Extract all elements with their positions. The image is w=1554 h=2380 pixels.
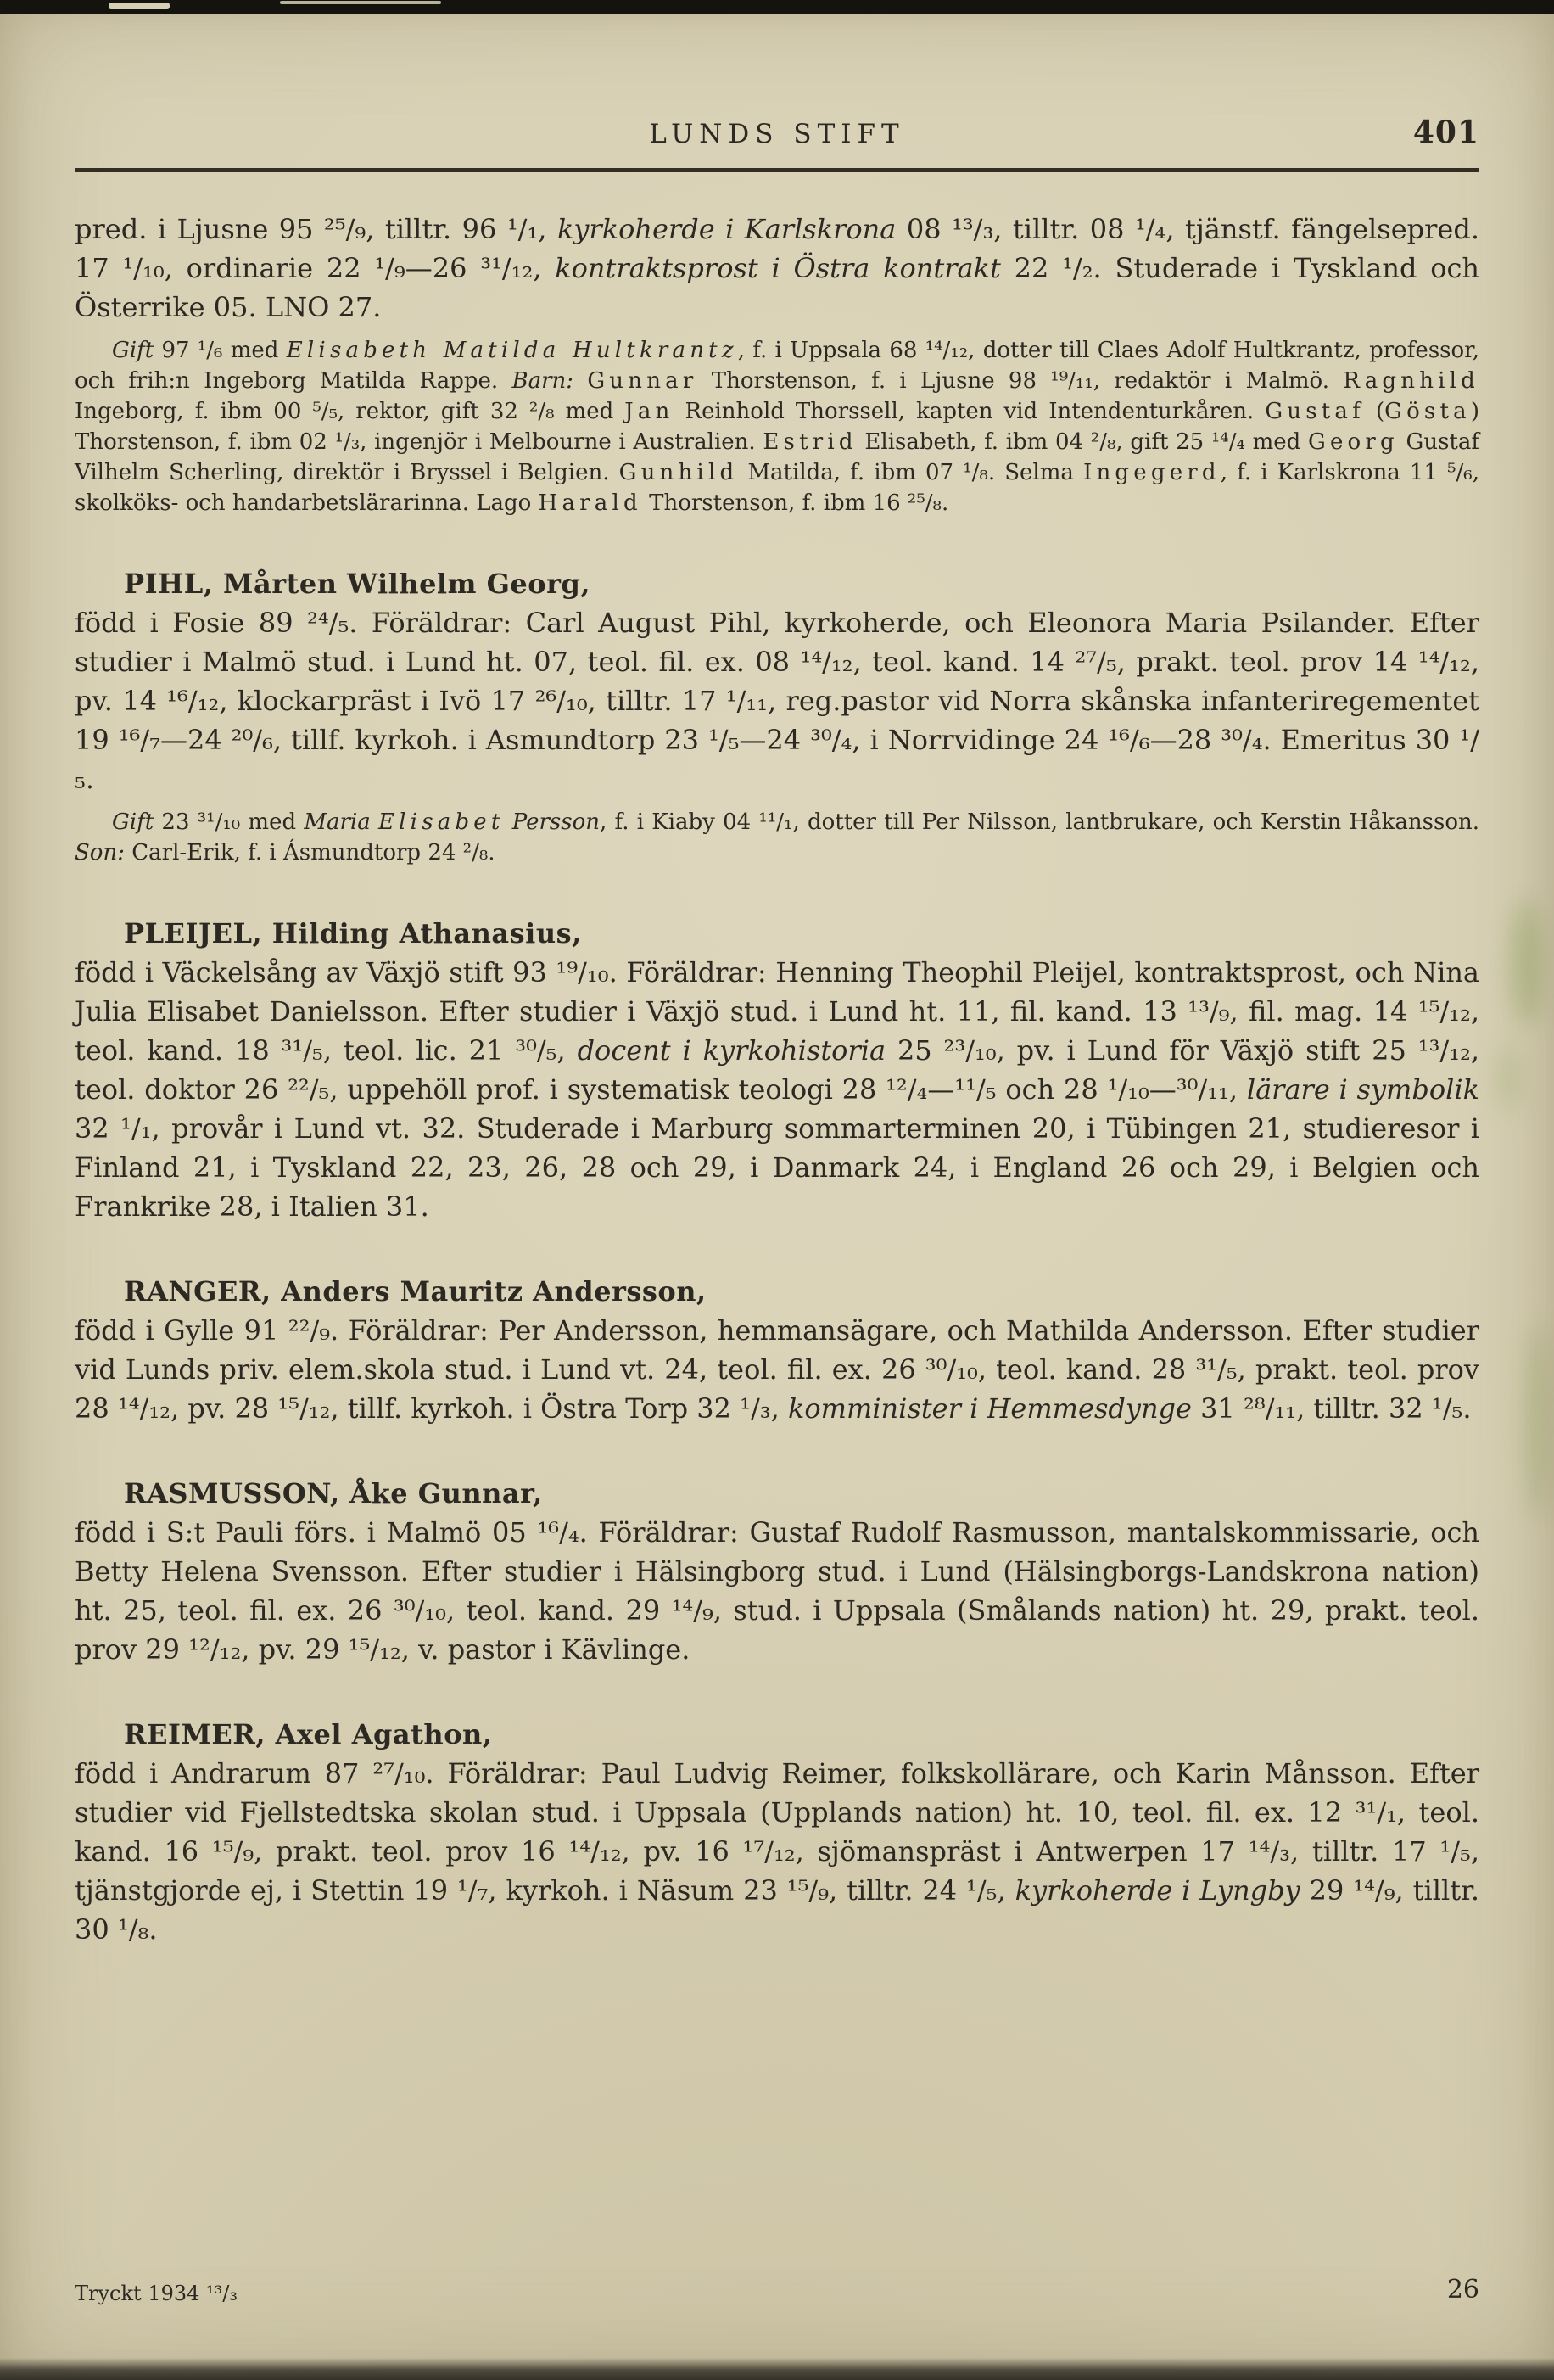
text-run: 97 ¹/₆ med <box>154 338 287 363</box>
text-run: kontraktsprost i Östra kontrakt <box>555 252 1001 284</box>
text-run: docent i kyrkohistoria <box>577 1034 886 1067</box>
text-run: Gunnar <box>587 368 698 394</box>
entry-heading: RANGER, Anders Mauritz Andersson, <box>124 1275 707 1308</box>
text-run: 08 ¹³/₃, tilltr. 08 ¹/₄, tjänstf. fängelsepred. 17 ¹/₁₀, ordinarie 22 ¹/₉—26 ³¹/₁₂, <box>75 213 1480 284</box>
text-run: Maria <box>304 809 378 835</box>
entry-pihl <box>75 564 1479 868</box>
text-run: 31 ²⁸/₁₁, tilltr. 32 ¹/₅. <box>1191 1392 1472 1425</box>
running-title: LUNDS STIFT <box>649 119 905 149</box>
entry-family <box>75 807 1479 868</box>
text-run: Harald <box>538 490 642 516</box>
entries-section <box>75 210 1479 1949</box>
entry-reimer <box>75 1715 1479 1949</box>
text-run: Elisabet <box>377 809 505 835</box>
text-run: Son: <box>75 840 125 865</box>
text-run: komminister i Hemmesdynge <box>787 1392 1192 1425</box>
text-run: 29 ¹⁴/₉, tilltr. 30 ¹/₈. <box>75 1874 1480 1946</box>
text-run <box>573 368 587 394</box>
scan-edge-bottom <box>0 2358 1554 2380</box>
text-run: ( <box>1364 399 1385 424</box>
page-footer <box>75 2275 1479 2305</box>
text-run: Elisabeth, f. ibm 04 ²/₈, gift 25 ¹⁴/₄ med <box>857 429 1308 455</box>
page-number: 401 <box>1412 115 1479 150</box>
signature-number: 26 <box>1446 2275 1479 2304</box>
entry-heading: RASMUSSON, Åke Gunnar, <box>124 1477 543 1509</box>
text-run: ) Thorstenson, f. ibm 02 ¹/₃, ingenjör i Melbourne i Australien. <box>75 399 1479 455</box>
text-run: Gösta <box>1384 399 1471 424</box>
print-note: Tryckt 1934 ¹³/₃ <box>75 2282 238 2305</box>
text-run: född i Väckelsång av Växjö stift 93 ¹⁹/₁₀. Föräldrar: Henning Theophil Pleijel, kontraktsprost, och Nina Julia Elisabet Danielsson. Efter studier i Växjö stud. i Lund ht. 11, fil. kand. 13 ¹³/₉, fil. mag. 14 ¹⁵/₁₂, teol. kand. 18 ³¹/₅, teol. lic. 21 ³⁰/₅, <box>75 956 1479 1067</box>
entry-body <box>75 1513 1479 1669</box>
text-run: född i Gylle 91 ²²/₉. Föräldrar: Per Andersson, hemmansägare, och Mathilda Andersson. Efter studier vid Lunds priv. elem.skola stud. i Lund vt. 24, teol. fil. ex. 26 ³⁰/₁₀, teol. kand. 28 ³¹/₅, prakt. teol. prov 28 ¹⁴/₁₂, pv. 28 ¹⁵/₁₂, tillf. kyrkoh. i Östra Torp 32 ¹/₃, <box>75 1314 1479 1425</box>
text-run: Carl-Erik, f. i Ásmundtorp 24 ²/₈. <box>124 840 495 865</box>
text-run: Gustaf <box>1265 399 1365 424</box>
entry-body <box>75 953 1479 1226</box>
running-head <box>75 115 1479 158</box>
text-run: född i Fosie 89 ²⁴/₅. Föräldrar: Carl August Pihl, kyrkoherde, och Eleonora Maria Psilander. Efter studier i Malmö stud. i Lund ht. 07, teol. fil. ex. 08 ¹⁴/₁₂, teol. kand. 14 ²⁷/₅, prakt. teol. prov 14 ¹⁴/₁₂, pv. 14 ¹⁶/₁₂, klockarpräst i Ivö 17 ²⁶/₁₀, tilltr. 17 ¹/₁₁, reg.pastor vid Norra skånska infanteriregementet 19 ¹⁶/₇—24 ²⁰/₆, tillf. kyrkoh. i Asmundtorp 23 ¹/₅—24 ³⁰/₄, i Norrvidinge 24 ¹⁶/₆—28 ³⁰/₄. Emeritus 30 ¹/₅. <box>75 607 1479 795</box>
entry-body <box>75 603 1479 798</box>
scan-artifact <box>109 3 170 9</box>
scan-artifact <box>280 1 441 4</box>
text-run: Ragnhild <box>1343 368 1480 394</box>
text-run: , f. i Karlskrona 11 ⁵/₆, skolköks- och handarbetslärarinna. Lago <box>75 460 1479 516</box>
entry-body <box>75 1311 1479 1428</box>
entry-ranger <box>75 1272 1479 1428</box>
text-run: lärare i symbolik <box>1246 1073 1480 1106</box>
text-run: 23 ³¹/₁₀ med <box>154 809 305 835</box>
text-run: Elisabeth Matilda Hultkrantz <box>286 338 738 363</box>
text-run: Reinhold Thorssell, kapten vid Intendenturkåren. <box>674 399 1266 424</box>
text-run: 22 ¹/₂. Studerade i Tyskland och Österrike 05. LNO 27. <box>75 252 1480 323</box>
text-run: Ingeborg, f. ibm 00 ⁵/₅, rektor, gift 32 ²/₈ med <box>75 399 625 424</box>
text-run: Matilda, f. ibm 07 ¹/₈. Selma <box>738 460 1084 485</box>
text-run: född i Andrarum 87 ²⁷/₁₀. Föräldrar: Paul Ludvig Reimer, folkskollärare, och Karin Månsson. Efter studier vid Fjellstedtska skolan stud. i Uppsala (Upplands nation) ht. 10, teol. fil. ex. 12 ³¹/₁, teol. kand. 16 ¹⁵/₉, prakt. teol. prov 16 ¹⁴/₁₂, pv. 16 ¹⁷/₁₂, sjömanspräst i Antwerpen 17 ¹⁴/₃, tilltr. 17 ¹/₅, tjänstgjorde ej, i Stettin 19 ¹/₇, kyrkoh. i Näsum 23 ¹⁵/₉, tilltr. 24 ¹/₅, <box>75 1757 1479 1907</box>
text-run: Gift <box>112 809 154 835</box>
text-run: Persson <box>504 809 601 835</box>
text-run: pred. i Ljusne 95 ²⁵/₉, tilltr. 96 ¹/₁, <box>75 213 557 245</box>
text-run: Jan <box>624 399 674 424</box>
text-run: Ingegerd <box>1083 460 1221 485</box>
entry-continued <box>75 210 1479 518</box>
text-run: 32 ¹/₁, provår i Lund vt. 32. Studerade i Marburg sommarterminen 20, i Tübingen 21, studieresor i Finland 21, i Tyskland 22, 23, 26, 28 och 29, i Danmark 24, i England 26 och 29, i Belgien och Frankrike 28, i Italien 31. <box>75 1112 1479 1223</box>
header-rule <box>75 168 1479 172</box>
entry-family <box>75 335 1479 518</box>
text-run: kyrkoherde i Lyngby <box>1015 1874 1300 1907</box>
text-run: 25 ²³/₁₀, pv. i Lund för Växjö stift 25 ¹³/₁₂, teol. doktor 26 ²²/₅, uppehöll prof. i systematisk teologi 28 ¹²/₄—¹¹/₅ och 28 ¹/₁₀—³⁰/₁₁, <box>75 1034 1480 1106</box>
text-run: Gustaf Vilhelm Scherling, direktör i Bryssel i Belgien. <box>75 429 1479 485</box>
entry-heading: PIHL, Mårten Wilhelm Georg, <box>124 568 590 600</box>
entry-heading: REIMER, Axel Agathon, <box>124 1718 493 1750</box>
text-run: Gift <box>112 338 154 363</box>
text-run: Thorstenson, f. ibm 16 ²⁵/₈. <box>641 490 949 516</box>
text-run: Georg <box>1307 429 1399 455</box>
text-run: Barn: <box>511 368 574 394</box>
text-run: , f. i Kiaby 04 ¹¹/₁, dotter till Per Nilsson, lantbrukare, och Kerstin Håkansson. <box>600 809 1480 835</box>
text-run: född i S:t Pauli förs. i Malmö 05 ¹⁶/₄. Föräldrar: Gustaf Rudolf Rasmusson, mantalskommissarie, och Betty Helena Svensson. Efter studier i Hälsingborg stud. i Lund (Hälsingborgs-Landskrona nation) ht. 25, teol. fil. ex. 26 ³⁰/₁₀, teol. kand. 29 ¹⁴/₉, stud. i Uppsala (Smålands nation) ht. 29, prakt. teol. prov 29 ¹²/₁₂, pv. 29 ¹⁵/₁₂, v. pastor i Kävlinge. <box>75 1516 1479 1666</box>
text-run: Thorstenson, f. i Ljusne 98 ¹⁹/₁₁, redaktör i Malmö. <box>697 368 1344 394</box>
entry-pleijel <box>75 914 1479 1226</box>
entry-body <box>75 210 1479 327</box>
text-run: , f. i Uppsala 68 ¹⁴/₁₂, dotter till Claes Adolf Hultkrantz, professor, och frih:n Ingeborg Matilda Rappe. <box>75 338 1479 394</box>
text-run: Estrid <box>763 429 858 455</box>
scan-edge-top <box>0 0 1554 14</box>
text-run: Gunhild <box>618 460 739 485</box>
text-run: kyrkoherde i Karlskrona <box>556 213 897 245</box>
entry-rasmusson <box>75 1474 1479 1669</box>
entry-body <box>75 1754 1479 1949</box>
entry-heading: PLEIJEL, Hilding Athanasius, <box>124 917 582 949</box>
